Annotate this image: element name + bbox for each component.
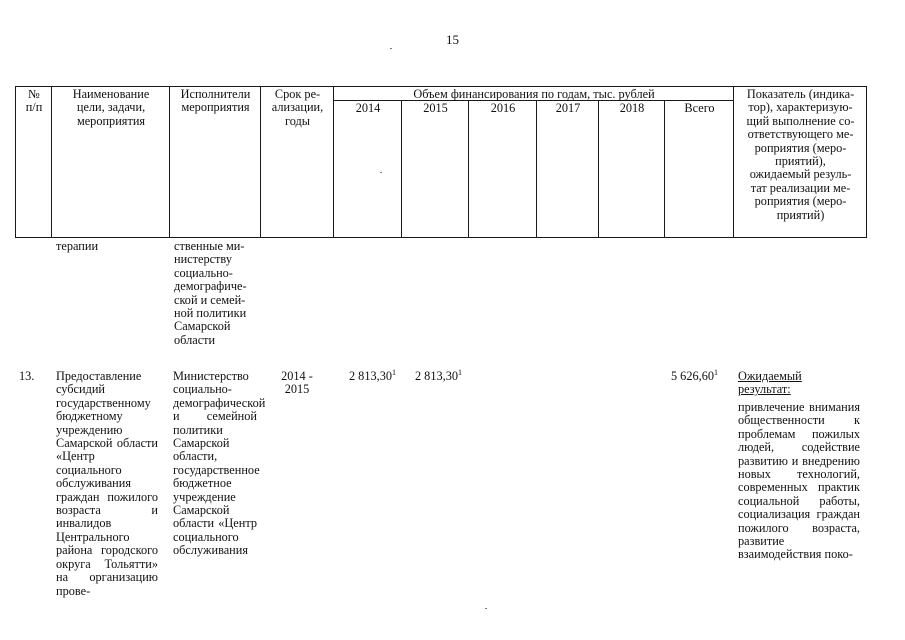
footnote-mark-2014: 1 — [392, 368, 396, 377]
scan-speck — [485, 608, 487, 609]
row-13-num: 13. — [19, 369, 35, 383]
header-executors: Исполнители мероприятия — [180, 87, 251, 115]
row-13-term: 2014 - 2015 — [281, 369, 313, 397]
header-term: Срок ре- ализации, годы — [271, 87, 324, 128]
header-name: Наименование цели, задачи, мероприятия — [72, 87, 150, 128]
value-total: 5 626,60 — [670, 369, 714, 383]
rule-col-7 — [536, 100, 537, 238]
value-2015: 2 813,30 — [414, 369, 458, 383]
row-13-value-2015 — [402, 370, 462, 383]
rule-col-8 — [598, 100, 599, 238]
row-13-executors: Министерство социально-демографической и семейной политики Самарской области, государственное бюджетное учреждение Самарской области «Центр социального обслуживания — [173, 369, 266, 558]
row-13-value-2014 — [334, 370, 396, 383]
header-year-2018: 2018 — [619, 101, 645, 115]
rule-col-5 — [401, 100, 402, 238]
header-num: № п/п — [25, 87, 43, 115]
header-total: Всего — [684, 101, 715, 115]
header-year-2015: 2015 — [423, 101, 448, 115]
header-indicator: Показатель (индика- тор), характеризую- щий выполнение со- ответствующего ме- роприятия (меро- приятий), ожидаемый резуль- тат реализации ме- роприятия (меро- приятий) — [746, 87, 855, 222]
header-year-2016: 2016 — [490, 101, 516, 115]
value-2014: 2 813,30 — [348, 369, 392, 383]
scan-speck — [380, 172, 382, 173]
row-13-name: Предоставление субсидий государственному бюджетному учреждению Самарской области «Центр социального обслуживания граждан пожилого возраста и инвалидов Центрального района городского округа Тольятти» на организацию прове- — [56, 369, 158, 598]
header-year-2014: 2014 — [355, 101, 381, 115]
rule-col-6 — [468, 100, 469, 238]
footnote-mark-2015: 1 — [458, 368, 462, 377]
header-funding: Объем финансирования по годам, тыс. рублей — [413, 87, 655, 101]
rule-col-9 — [664, 100, 665, 238]
footnote-mark-total: 1 — [714, 368, 718, 377]
row-13-result-text: привлечение внимания общественности к проблемам пожилых людей, содействие развитию и внедрению новых технологий, современных практик социальной работы, социализация граждан пожилого возраста, развитие взаимодействия поко- — [738, 400, 860, 562]
continuation-name: терапии — [56, 239, 99, 253]
scan-speck — [390, 48, 392, 49]
row-13-value-total — [654, 370, 718, 383]
header-year-2017: 2017 — [555, 101, 581, 115]
page-number: 15 — [446, 32, 459, 47]
continuation-executors: ственные ми- нистерству социально- демографиче- ской и семей- ной политики Самарской области — [174, 239, 247, 347]
rule-bottom — [15, 237, 867, 238]
row-13-result-label: Ожидаемый результат: — [738, 369, 802, 397]
